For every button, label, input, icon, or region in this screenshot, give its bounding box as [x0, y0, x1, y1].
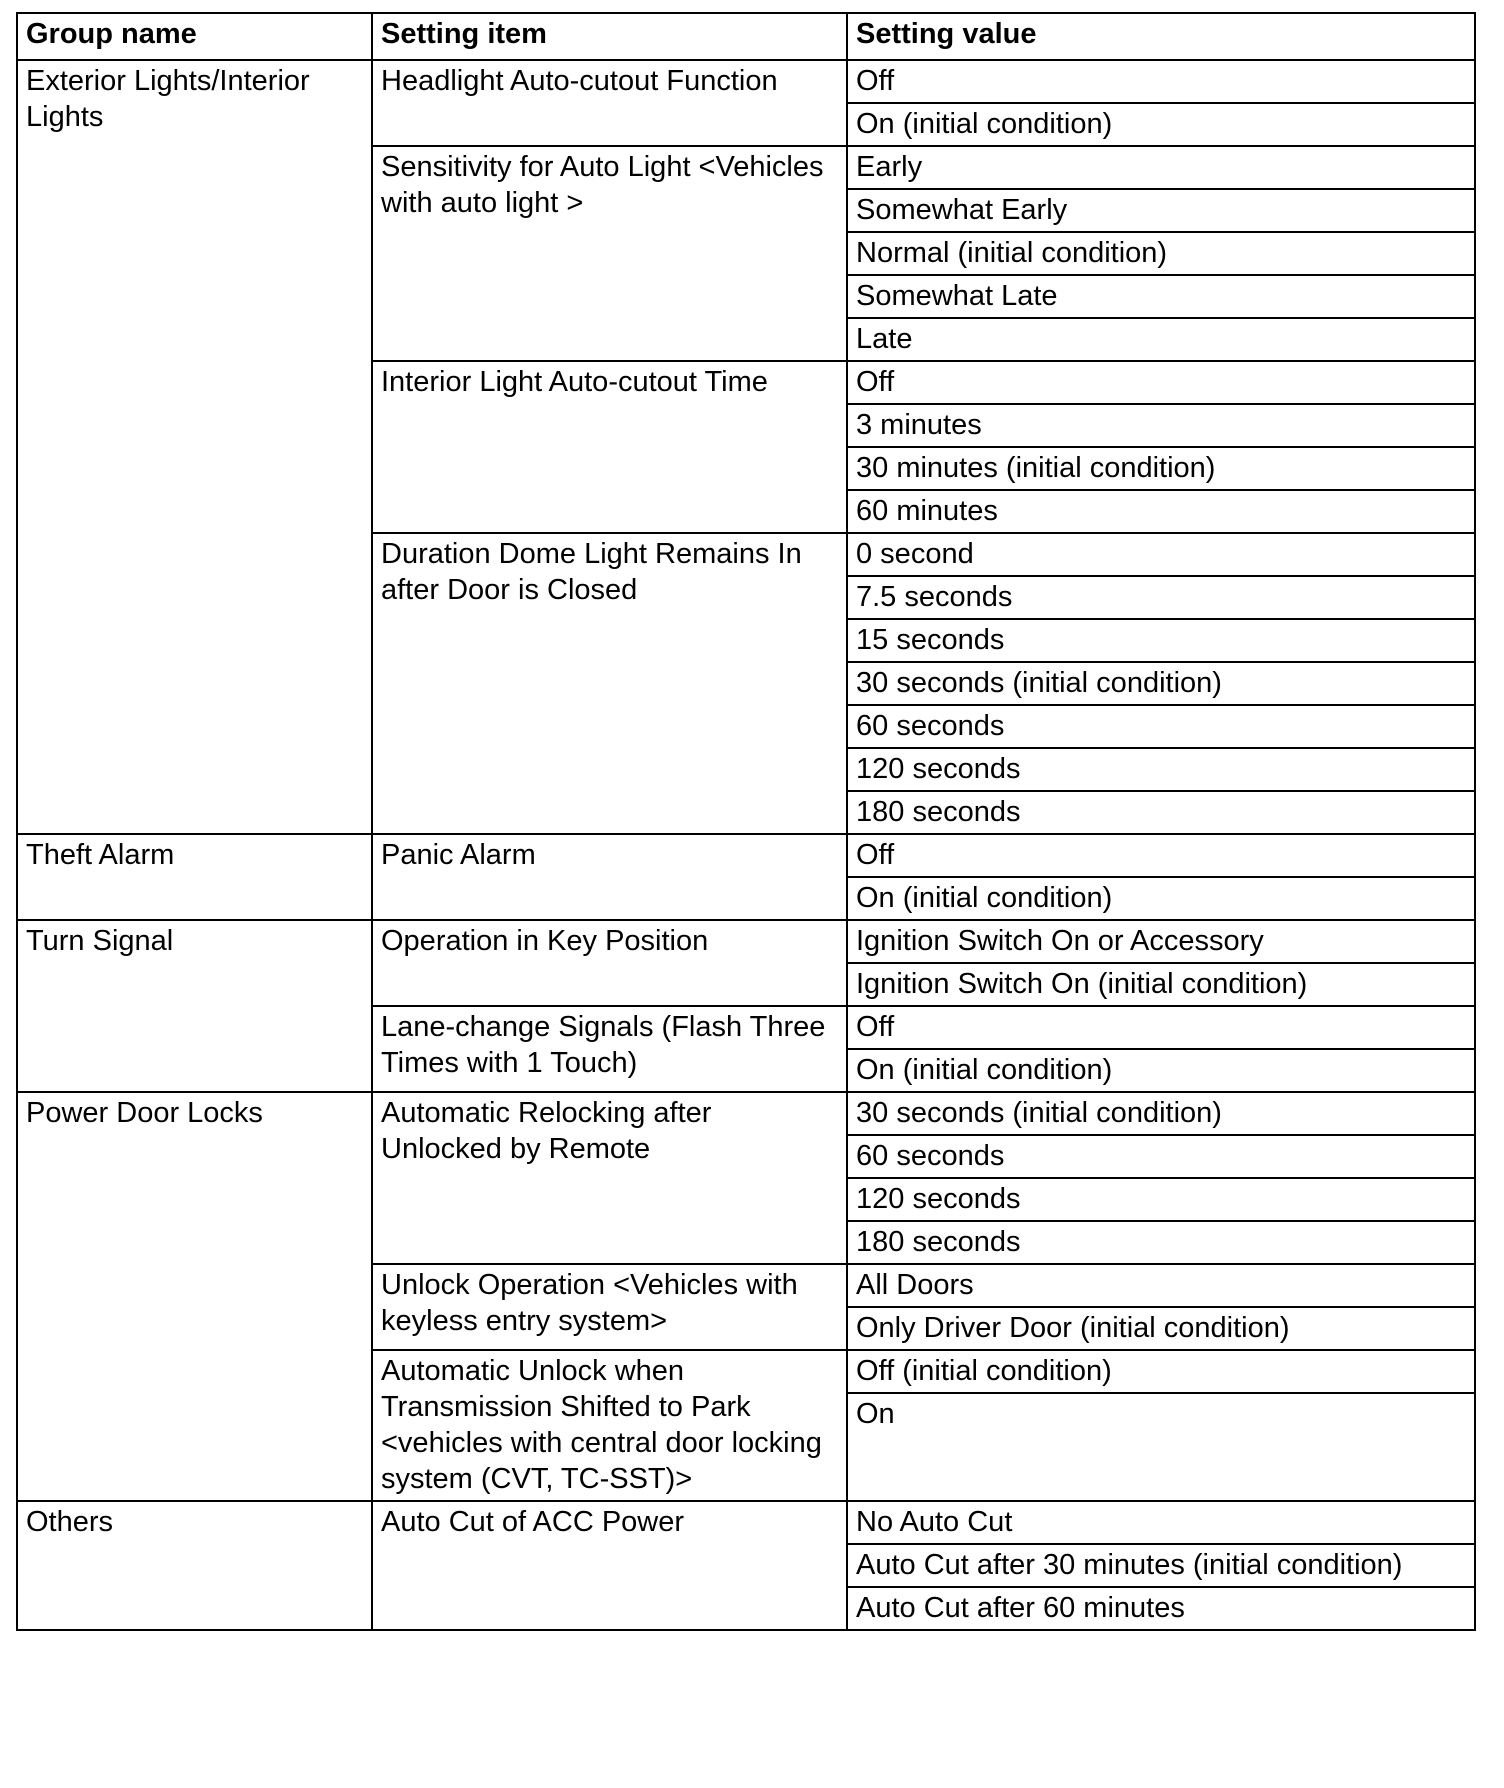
setting-value-cell: Normal (initial condition) [847, 232, 1475, 275]
header-setting-value: Setting value [847, 13, 1475, 60]
setting-item-cell: Unlock Operation <Vehicles with keyless entry system> [372, 1264, 847, 1350]
setting-value-cell: 180 seconds [847, 791, 1475, 834]
setting-value-cell: On [847, 1393, 1475, 1501]
setting-value-cell: Ignition Switch On or Accessory [847, 920, 1475, 963]
setting-value-cell: 30 seconds (initial condition) [847, 1092, 1475, 1135]
setting-value-cell: Off [847, 834, 1475, 877]
setting-value-cell: Somewhat Early [847, 189, 1475, 232]
header-row [17, 13, 1475, 60]
setting-value-cell: 120 seconds [847, 1178, 1475, 1221]
setting-value-cell: 0 second [847, 533, 1475, 576]
setting-value-cell: Somewhat Late [847, 275, 1475, 318]
setting-item-cell: Operation in Key Position [372, 920, 847, 1006]
setting-item-cell: Auto Cut of ACC Power [372, 1501, 847, 1630]
table-row [17, 1092, 1475, 1135]
setting-value-cell: 60 minutes [847, 490, 1475, 533]
header-group-name: Group name [17, 13, 372, 60]
setting-value-cell: Off [847, 361, 1475, 404]
group-name-cell: Power Door Locks [17, 1092, 372, 1501]
group-name-cell: Theft Alarm [17, 834, 372, 920]
settings-table [16, 12, 1476, 1631]
setting-value-cell: 180 seconds [847, 1221, 1475, 1264]
table-row [17, 834, 1475, 877]
setting-item-cell: Lane-change Signals (Flash Three Times with 1 Touch) [372, 1006, 847, 1092]
setting-item-cell: Interior Light Auto-cutout Time [372, 361, 847, 533]
setting-value-cell: 120 seconds [847, 748, 1475, 791]
setting-value-cell: 3 minutes [847, 404, 1475, 447]
setting-value-cell: On (initial condition) [847, 1049, 1475, 1092]
setting-value-cell: Off [847, 1006, 1475, 1049]
setting-value-cell: Off (initial condition) [847, 1350, 1475, 1393]
setting-value-cell: Late [847, 318, 1475, 361]
setting-value-cell: Auto Cut after 60 minutes [847, 1587, 1475, 1630]
setting-value-cell: Ignition Switch On (initial condition) [847, 963, 1475, 1006]
header-setting-item: Setting item [372, 13, 847, 60]
table-row [17, 60, 1475, 103]
setting-item-cell: Automatic Unlock when Transmission Shifted to Park <vehicles with central door locking system (CVT, TC-SST)> [372, 1350, 847, 1501]
setting-value-cell: Early [847, 146, 1475, 189]
setting-value-cell: All Doors [847, 1264, 1475, 1307]
table-body [17, 60, 1475, 1630]
setting-value-cell: 30 minutes (initial condition) [847, 447, 1475, 490]
setting-value-cell: Auto Cut after 30 minutes (initial condition) [847, 1544, 1475, 1587]
table-row [17, 1501, 1475, 1544]
setting-item-cell: Sensitivity for Auto Light <Vehicles with auto light > [372, 146, 847, 361]
setting-value-cell: On (initial condition) [847, 103, 1475, 146]
setting-item-cell: Duration Dome Light Remains In after Door is Closed [372, 533, 847, 834]
setting-value-cell: Off [847, 60, 1475, 103]
group-name-cell: Others [17, 1501, 372, 1630]
settings-table-container [16, 12, 1476, 1631]
setting-item-cell: Panic Alarm [372, 834, 847, 920]
setting-value-cell: 15 seconds [847, 619, 1475, 662]
group-name-cell: Exterior Lights/Interior Lights [17, 60, 372, 834]
group-name-cell: Turn Signal [17, 920, 372, 1092]
setting-value-cell: 60 seconds [847, 1135, 1475, 1178]
setting-item-cell: Automatic Relocking after Unlocked by Remote [372, 1092, 847, 1264]
setting-value-cell: 60 seconds [847, 705, 1475, 748]
setting-value-cell: 7.5 seconds [847, 576, 1475, 619]
setting-value-cell: No Auto Cut [847, 1501, 1475, 1544]
setting-item-cell: Headlight Auto-cutout Function [372, 60, 847, 146]
setting-value-cell: 30 seconds (initial condition) [847, 662, 1475, 705]
setting-value-cell: Only Driver Door (initial condition) [847, 1307, 1475, 1350]
setting-value-cell: On (initial condition) [847, 877, 1475, 920]
table-row [17, 920, 1475, 963]
